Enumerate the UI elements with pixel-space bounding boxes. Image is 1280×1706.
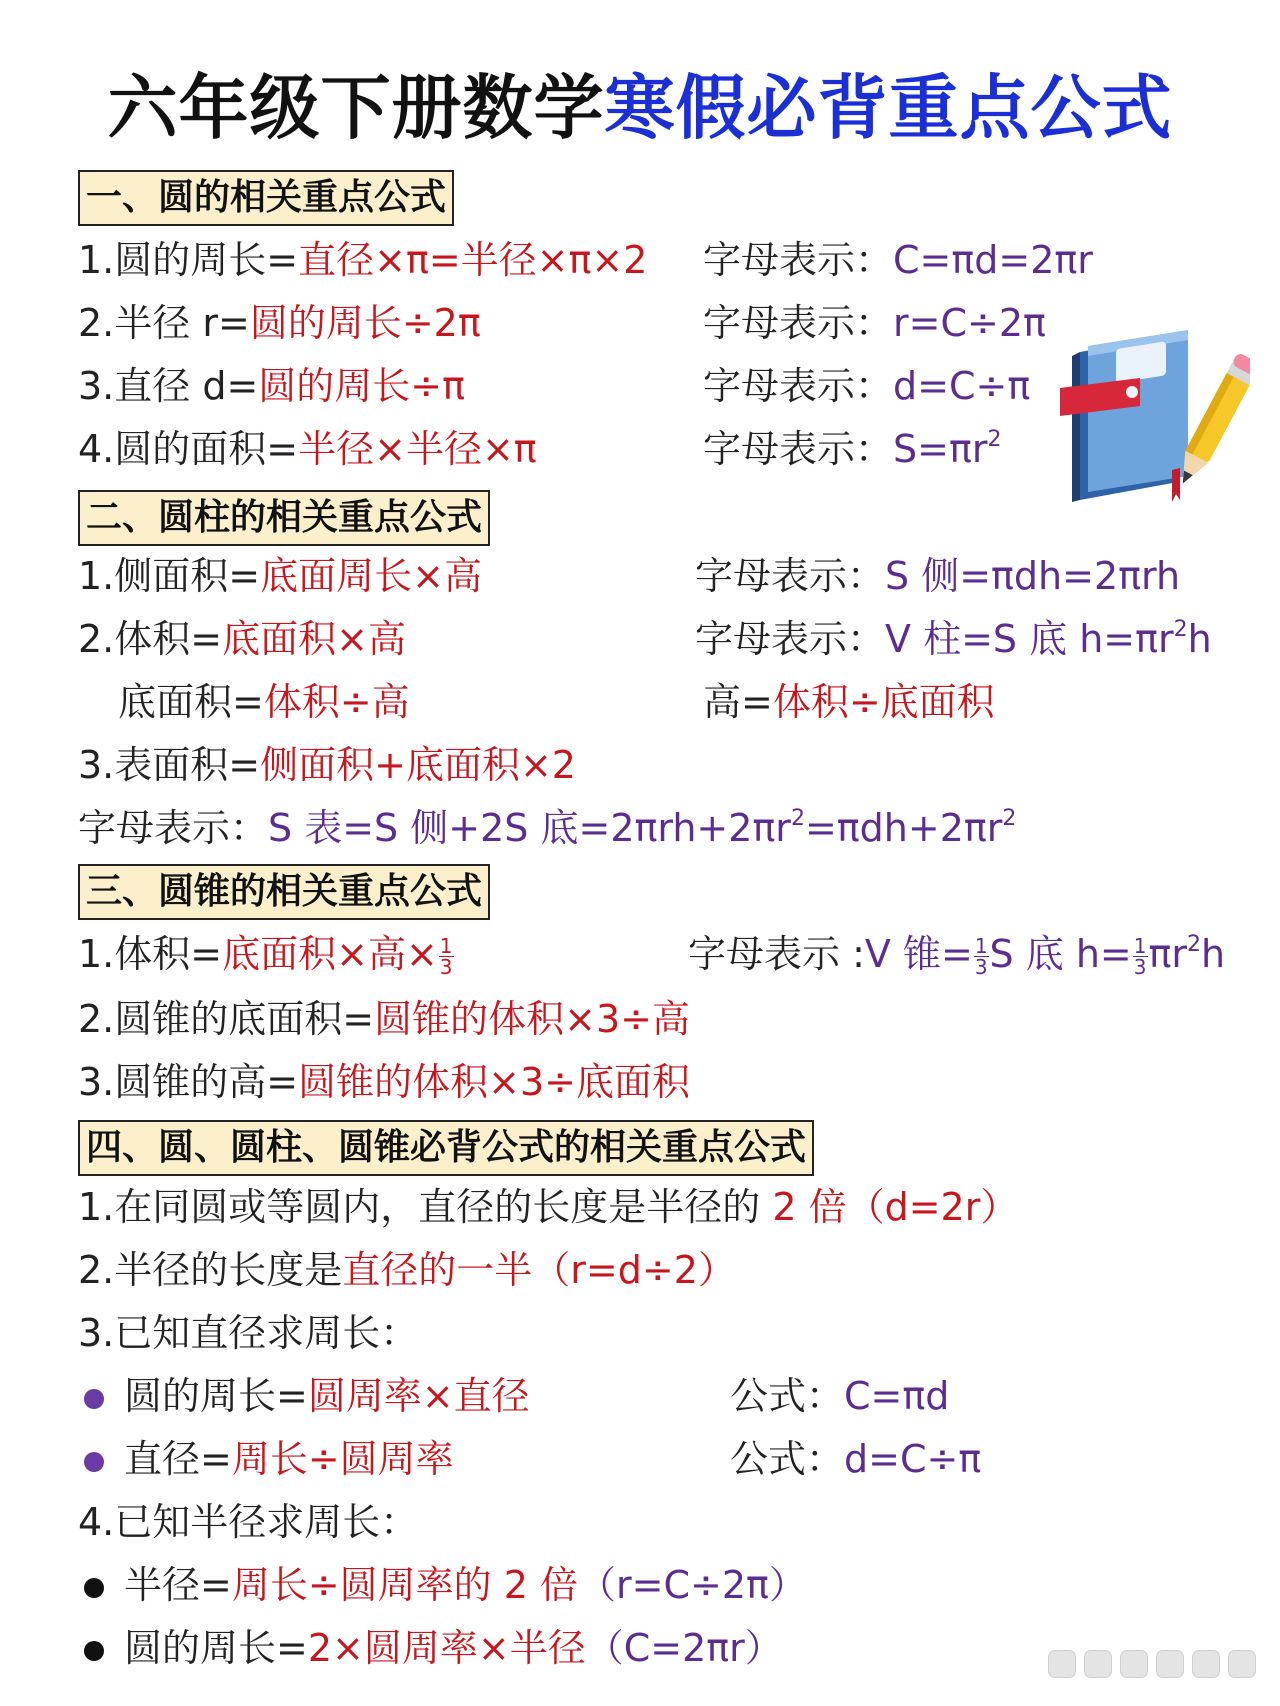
s2-row-3: 底面积=体积÷高 [118,680,410,724]
s4-row-1: 1.在同圆或等圆内，直径的长度是半径的 2 倍（d=2r） [78,1185,1019,1229]
s1-row-1: 1.圆的周长=直径×π=半径×π×2 [78,238,648,282]
book-with-pencil-icon [1060,330,1250,510]
section-3-heading: 三、圆锥的相关重点公式 [78,864,490,920]
s4-bullet-1-formula: 公式：C=πd [730,1374,950,1418]
fraction-one-third: $\frac{1}{3}$ [439,934,453,979]
s4-row-4: 4.已知半径求周长： [78,1500,419,1544]
s1-row-3: 3.直径 d=圆的周长÷π [78,364,466,408]
bullet-icon [84,1578,104,1598]
s2-row-1: 1.侧面积=底面周长×高 [78,554,482,598]
s3-row-1-letters: 字母表示 :V 锥= $\frac{1}{3}$ S 底 h= $\frac{1}{3}$ $\pi r^2h$ [688,932,1226,979]
s1-row-2-letters: 字母表示：r=C÷2π [703,301,1046,345]
bullet-icon [84,1389,104,1409]
s3-row-2: 2.圆锥的底面积=圆锥的体积×3÷高 [78,997,690,1041]
s4-bullet-4: 圆的周长=2×圆周率×半径（C=2πr） [124,1626,783,1670]
s3-row-1: 1.体积=底面积×高× $\frac{1}{3}$ [78,932,453,979]
title-part1: 六年级下册数学 [107,67,605,149]
s4-row-3: 3.已知直径求周长： [78,1311,419,1355]
s1-row-4-letters: 字母表示：$S=\pi r^2$ [703,427,1002,471]
watermark [1048,1650,1256,1678]
s4-bullet-1: 圆的周长=圆周率×直径 [124,1374,530,1418]
s4-row-2: 2.半径的长度是直径的一半（r=d÷2） [78,1248,736,1292]
s1-row-2: 2.半径 r=圆的周长÷2π [78,301,481,345]
s4-bullet-2: 直径=周长÷圆周率 [124,1437,454,1481]
bullet-icon [84,1641,104,1661]
s2-row-2-letters: 字母表示：V 柱=S 底 $h=\pi r^2h$ [695,617,1212,661]
page-title [0,52,1280,153]
s2-row-4: 3.表面积=侧面积+底面积×2 [78,743,576,787]
s1-row-1-letters: 字母表示：C=πd=2πr [703,238,1093,282]
section-1-heading: 一、圆的相关重点公式 [78,170,454,226]
s2-row-5: 字母表示：S 表=S 侧+2S 底$=2\pi rh+2\pi r^2=\pi dh+2\pi r^2$ [78,806,1017,850]
s4-bullet-2-formula: 公式：d=C÷π [730,1437,982,1481]
s4-bullet-3: 半径=周长÷圆周率的 2 倍（r=C÷2π） [124,1563,807,1607]
s2-row-3-right: 高=体积÷底面积 [703,680,995,724]
s2-row-1-letters: 字母表示：S 侧=πdh=2πrh [695,554,1181,598]
bullet-icon [84,1452,104,1472]
section-2-heading: 二、圆柱的相关重点公式 [78,490,490,546]
s1-row-4: 4.圆的面积=半径×半径×π [78,427,537,471]
section-4-heading: 四、圆、圆柱、圆锥必背公式的相关重点公式 [78,1120,814,1176]
title-part2: 寒假必背重点公式 [604,67,1173,149]
s3-row-3: 3.圆锥的高=圆锥的体积×3÷底面积 [78,1060,690,1104]
s1-row-3-letters: 字母表示：d=C÷π [703,364,1031,408]
s2-row-2: 2.体积=底面积×高 [78,617,406,661]
